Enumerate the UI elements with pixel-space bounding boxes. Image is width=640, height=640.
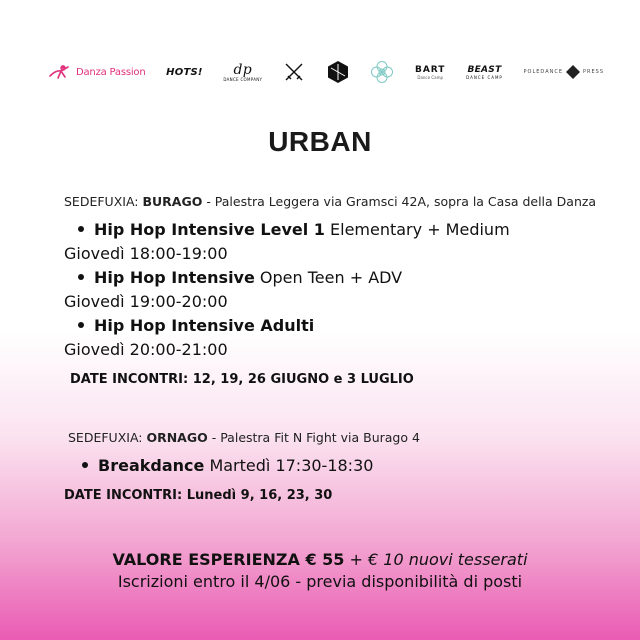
class-time: Giovedì 19:00-20:00: [64, 292, 228, 311]
bart-sub-text: Dance Camp: [417, 74, 444, 80]
poledance-press-logo: [524, 65, 604, 79]
dp-text: dp: [233, 61, 253, 78]
page-title: URBAN: [268, 126, 372, 157]
dates-ornago: DATE INCONTRI: Lunedì 9, 16, 23, 30: [64, 488, 333, 503]
class-time: Giovedì 20:00-21:00: [64, 340, 228, 359]
sponsor-logos: [48, 52, 604, 92]
bart-dance-camp-logo: [415, 65, 446, 80]
hots-text: HOTS!: [166, 66, 203, 78]
price-line: [0, 550, 640, 569]
hexagon-icon: [326, 60, 350, 84]
list-item: [82, 456, 373, 475]
venue-burago: [64, 194, 596, 209]
list-item: [78, 316, 314, 335]
venue-ornago: [68, 430, 420, 445]
price-label: VALORE ESPERIENZA € 55: [112, 550, 345, 569]
registration-notice: Iscrizioni entro il 4/06 - previa disponibilità di posti: [117, 572, 523, 591]
venue-address: - Palestra Fit N Fight via Burago 4: [207, 430, 420, 445]
bullet-icon: [78, 274, 84, 280]
class-detail: Elementary + Medium: [324, 220, 510, 239]
venue-prefix: SEDEFUXIA:: [68, 430, 147, 445]
list-item: [78, 220, 510, 239]
class-name: Breakdance: [98, 456, 205, 475]
crossed-swords-logo: [283, 62, 305, 82]
venue-prefix: SEDEFUXIA:: [64, 194, 143, 209]
diamond-icon: [566, 65, 580, 79]
danza-passion-text: Danza Passion: [76, 66, 146, 78]
beast-sub-text: DANCE CAMP: [466, 74, 503, 80]
venue-city: BURAGO: [142, 194, 203, 209]
dp-dance-company-logo: [223, 63, 262, 82]
class-name: Hip Hop Intensive Level 1: [94, 220, 325, 239]
bullet-icon: [78, 226, 84, 232]
venue-address: - Palestra Leggera via Gramsci 42A, sopra la Casa della Danza: [202, 194, 597, 209]
class-detail: Martedì 17:30-18:30: [204, 456, 374, 475]
flower-icon: [370, 60, 394, 84]
class-detail: Open Teen + ADV: [254, 268, 403, 287]
hexagon-logo: [326, 60, 350, 84]
bullet-icon: [82, 462, 88, 468]
price-extra: + € 10 nuovi tesserati: [344, 550, 528, 569]
list-item: [78, 268, 402, 287]
press-text: PRESS: [583, 69, 604, 75]
bart-text: BART: [414, 64, 446, 75]
class-name: Hip Hop Intensive: [94, 268, 255, 287]
crossed-swords-icon: [283, 62, 305, 82]
class-name: Hip Hop Intensive Adulti: [94, 316, 315, 335]
bullet-icon: [78, 322, 84, 328]
dates-burago: DATE INCONTRI: 12, 19, 26 GIUGNO e 3 LUGLIO: [70, 372, 414, 387]
beast-text: BEAST: [467, 64, 502, 75]
poledance-text: POLEDANCE: [523, 69, 563, 75]
danza-passion-logo: [48, 64, 146, 80]
dancer-icon: [48, 64, 74, 80]
hots-logo: [166, 67, 202, 78]
venue-city: ORNAGO: [146, 430, 208, 445]
dp-sub-text: DANCE COMPANY: [223, 76, 263, 82]
flower-logo: [370, 60, 394, 84]
class-time: Giovedì 18:00-19:00: [64, 244, 228, 263]
beast-dance-camp-logo: [466, 65, 503, 80]
